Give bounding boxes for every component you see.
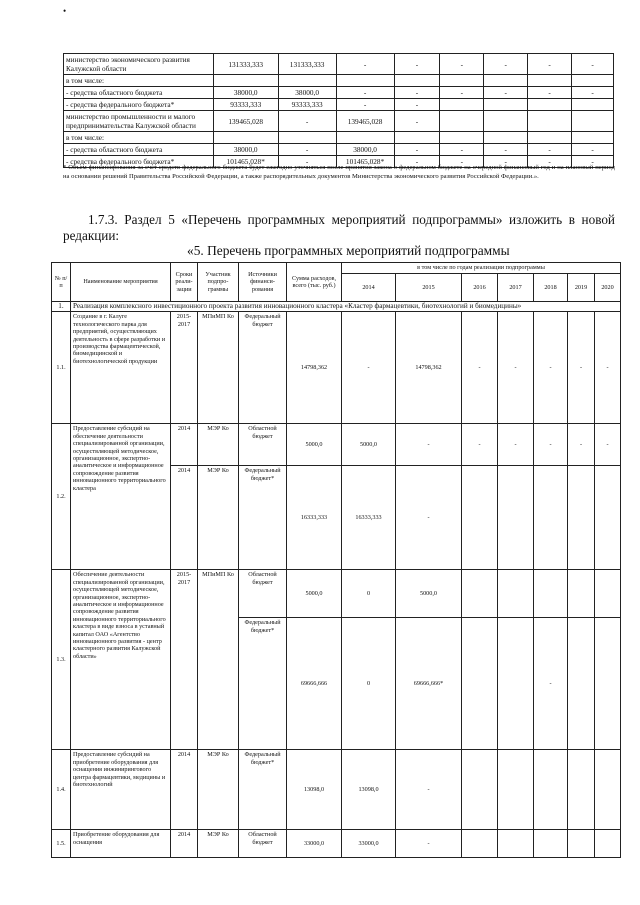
summary-value xyxy=(213,75,278,87)
summary-value: - xyxy=(336,54,394,75)
summary-value: - xyxy=(440,87,484,99)
row-name: Предоставление субсидий на приобретение оборудования для оснащения инжинирингового центра фармацевтики, медицины и биотехнологий xyxy=(71,750,171,830)
row-sum: 69666,666 xyxy=(287,618,342,750)
summary-value: - xyxy=(484,87,528,99)
row-year-value xyxy=(595,750,621,830)
summary-value: - xyxy=(440,156,484,168)
summary-value: - xyxy=(394,144,440,156)
summary-value: - xyxy=(394,87,440,99)
row-year-value xyxy=(568,618,595,750)
summary-value: 38000,0 xyxy=(336,144,394,156)
row-sum: 33000,0 xyxy=(287,830,342,858)
row-term: 2014 xyxy=(171,424,198,466)
row-num: 1.2. xyxy=(52,424,71,570)
row-source: Федеральный бюджет xyxy=(239,312,287,424)
row-term: 2014 xyxy=(171,466,198,570)
row-num: 1.4. xyxy=(52,750,71,830)
summary-row xyxy=(64,75,614,87)
row-year-value: 0 xyxy=(342,570,396,618)
row-year-value: - xyxy=(396,466,462,570)
row-year-value: 5000,0 xyxy=(396,570,462,618)
summary-value xyxy=(394,132,440,144)
col-year: 2014 xyxy=(342,274,396,302)
summary-value: 139465,028 xyxy=(336,111,394,132)
row-year-value: - xyxy=(498,312,534,424)
summary-value: - xyxy=(394,54,440,75)
row-term: 2014 xyxy=(171,750,198,830)
summary-value xyxy=(572,132,614,144)
row-year-value xyxy=(498,570,534,618)
row-year-value: - xyxy=(595,424,621,466)
summary-value: - xyxy=(528,156,572,168)
summary-value: - xyxy=(336,99,394,111)
summary-value xyxy=(278,132,336,144)
summary-value xyxy=(528,75,572,87)
section-heading: «5. Перечень программных мероприятий подпрограммы xyxy=(187,243,510,258)
row-year-value: - xyxy=(342,312,396,424)
summary-value xyxy=(484,111,528,132)
summary-value xyxy=(440,111,484,132)
summary-row xyxy=(64,111,614,132)
row-year-value xyxy=(498,750,534,830)
section-num: 1. xyxy=(52,302,71,312)
row-source: Областной бюджет xyxy=(239,830,287,858)
summary-value: 38000,0 xyxy=(213,87,278,99)
summary-label: - средства федерального бюджета* xyxy=(64,156,214,168)
row-year-value xyxy=(595,466,621,570)
summary-value xyxy=(278,75,336,87)
row-participant: МЭР Ко xyxy=(198,466,239,570)
summary-value: - xyxy=(394,111,440,132)
summary-value: 101465,028* xyxy=(336,156,394,168)
summary-value: - xyxy=(440,54,484,75)
row-sum: 16333,333 xyxy=(287,466,342,570)
row-num: 1.3. xyxy=(52,570,71,750)
row-year-value xyxy=(462,830,498,858)
col-year: 2016 xyxy=(462,274,498,302)
summary-value: 93333,333 xyxy=(213,99,278,111)
summary-value: - xyxy=(440,144,484,156)
row-year-value: 5000,0 xyxy=(342,424,396,466)
row-year-value: 69666,666* xyxy=(396,618,462,750)
row-year-value xyxy=(462,570,498,618)
summary-value: 101465,028* xyxy=(213,156,278,168)
col-num: № п/п xyxy=(52,263,71,302)
summary-label: - средства федерального бюджета* xyxy=(64,99,214,111)
row-sum: 5000,0 xyxy=(287,424,342,466)
row-year-value: - xyxy=(568,424,595,466)
summary-value: - xyxy=(336,87,394,99)
col-year: 2017 xyxy=(498,274,534,302)
summary-value: 38000,0 xyxy=(278,87,336,99)
row-year-value xyxy=(534,830,568,858)
footnote: * Объем финансирования за счет средств федерального бюджета будет ежегодно уточняться после принятия закона о федеральном бюджете на очередной финансовый год и на плановый период на основании решений Правительства Российской Федерации, а также распорядительных документов Министерства экономического развития Российской Федерации.». xyxy=(63,164,615,180)
row-year-value: 0 xyxy=(342,618,396,750)
summary-row xyxy=(64,54,614,75)
bullet-marker: • xyxy=(63,6,67,16)
row-year-value: - xyxy=(498,424,534,466)
summary-value: - xyxy=(572,54,614,75)
row-source: Областной бюджет xyxy=(239,424,287,466)
summary-value xyxy=(440,99,484,111)
summary-value xyxy=(440,75,484,87)
row-year-value: - xyxy=(534,618,568,750)
summary-value: - xyxy=(394,99,440,111)
row-year-value xyxy=(534,750,568,830)
row-participant: МПиМП Ко xyxy=(198,570,239,750)
row-year-value xyxy=(568,750,595,830)
row-term: 2015-2017 xyxy=(171,570,198,750)
summary-value: 93333,333 xyxy=(278,99,336,111)
summary-value: 139465,028 xyxy=(213,111,278,132)
summary-label: в том числе: xyxy=(64,75,214,87)
col-year: 2020 xyxy=(595,274,621,302)
row-participant: МЭР Ко xyxy=(198,424,239,466)
summary-value: - xyxy=(484,144,528,156)
col-name: Наименование мероприятия xyxy=(71,263,171,302)
summary-value xyxy=(484,132,528,144)
summary-value xyxy=(213,132,278,144)
col-year: 2015 xyxy=(396,274,462,302)
summary-value: - xyxy=(572,87,614,99)
summary-value: 131333,333 xyxy=(213,54,278,75)
summary-value: - xyxy=(484,156,528,168)
summary-label: - средства областного бюджета xyxy=(64,87,214,99)
row-year-value xyxy=(534,466,568,570)
row-source: Федеральный бюджет* xyxy=(239,750,287,830)
row-year-value xyxy=(462,750,498,830)
summary-value: - xyxy=(278,144,336,156)
row-year-value: 14798,362 xyxy=(396,312,462,424)
row-year-value: 13098,0 xyxy=(342,750,396,830)
summary-value: - xyxy=(528,54,572,75)
row-year-value: - xyxy=(568,312,595,424)
program-measures-table xyxy=(51,262,621,858)
row-year-value: 16333,333 xyxy=(342,466,396,570)
row-year-value xyxy=(534,570,568,618)
row-year-value xyxy=(568,570,595,618)
summary-value: - xyxy=(394,156,440,168)
row-name: Обеспечение деятельности специализированной организации, осуществляющей методическое, организационное, экспертно-аналитическое и информационное сопровождение развития инновационного территориального кластера в виде взноса в уставный капитал ОАО «Агентство инновационного развития - центр кластерного развития Калужской области» xyxy=(71,570,171,750)
row-year-value xyxy=(568,830,595,858)
amendment-paragraph: 1.7.3. Раздел 5 «Перечень программных мероприятий подпрограммы» изложить в новой редакции: xyxy=(63,212,615,243)
row-year-value xyxy=(595,618,621,750)
summary-value xyxy=(394,75,440,87)
summary-label: в том числе: xyxy=(64,132,214,144)
summary-value: - xyxy=(528,87,572,99)
summary-value: 131333,333 xyxy=(278,54,336,75)
row-year-value: - xyxy=(396,750,462,830)
row-name: Создание в г. Калуге технологического парка для предприятий, осуществляющих деятельность в сфере разработки и производства фармацевтической, биомедицинской и биотехнологической продукции xyxy=(71,312,171,424)
summary-value: - xyxy=(484,54,528,75)
summary-value: 38000,0 xyxy=(213,144,278,156)
row-year-value xyxy=(498,830,534,858)
col-term: Сроки реали-зации xyxy=(171,263,198,302)
summary-value xyxy=(572,99,614,111)
summary-value xyxy=(484,99,528,111)
summary-row xyxy=(64,144,614,156)
row-year-value xyxy=(595,830,621,858)
row-term: 2015-2017 xyxy=(171,312,198,424)
summary-value xyxy=(572,111,614,132)
col-by-year: в том числе по годам реализации подпрограммы xyxy=(342,263,621,274)
row-year-value: - xyxy=(396,830,462,858)
row-year-value xyxy=(462,618,498,750)
row-sum: 5000,0 xyxy=(287,570,342,618)
row-year-value: - xyxy=(595,312,621,424)
row-year-value: - xyxy=(462,312,498,424)
row-year-value: - xyxy=(462,424,498,466)
summary-value: - xyxy=(278,111,336,132)
row-num: 1.5. xyxy=(52,830,71,858)
col-year: 2018 xyxy=(534,274,568,302)
section-title: Реализация комплексного инвестиционного проекта развития инновационного кластера «Кластер фармацевтики, биотехнологий и биомедицины» xyxy=(71,302,621,312)
summary-value xyxy=(336,75,394,87)
row-source: Федеральный бюджет* xyxy=(239,466,287,570)
summary-value: - xyxy=(528,144,572,156)
row-participant: МЭР Ко xyxy=(198,750,239,830)
summary-value xyxy=(572,75,614,87)
summary-value: - xyxy=(572,144,614,156)
col-source: Источники финанси-рования xyxy=(239,263,287,302)
summary-value: - xyxy=(572,156,614,168)
row-name: Предоставление субсидий на обеспечение деятельности специализированной организации, осуществляющей методическое, организационное, экспертно-аналитическое и информационное сопровождение развития инновационного территориального кластера xyxy=(71,424,171,570)
summary-value xyxy=(336,132,394,144)
row-year-value: 33000,0 xyxy=(342,830,396,858)
col-sum: Сумма расходов, всего (тыс. руб.) xyxy=(287,263,342,302)
row-year-value xyxy=(498,466,534,570)
row-year-value xyxy=(498,618,534,750)
summary-value xyxy=(528,99,572,111)
summary-label: - средства областного бюджета xyxy=(64,144,214,156)
col-year: 2019 xyxy=(568,274,595,302)
row-source: Федеральный бюджет* xyxy=(239,618,287,750)
summary-row xyxy=(64,132,614,144)
row-name: Приобретение оборудования для оснащения xyxy=(71,830,171,858)
row-term: 2014 xyxy=(171,830,198,858)
row-year-value xyxy=(568,466,595,570)
summary-value: - xyxy=(278,156,336,168)
summary-label: министерство промышленности и малого предпринимательства Калужской области xyxy=(64,111,214,132)
summary-label: министерство экономического развития Калужской области xyxy=(64,54,214,75)
row-year-value xyxy=(462,466,498,570)
row-participant: МЭР Ко xyxy=(198,830,239,858)
summary-value xyxy=(484,75,528,87)
col-participant: Участник подпро-граммы xyxy=(198,263,239,302)
summary-value xyxy=(528,111,572,132)
row-participant: МПиМП Ко xyxy=(198,312,239,424)
summary-value xyxy=(440,132,484,144)
row-sum: 14798,362 xyxy=(287,312,342,424)
row-year-value: - xyxy=(396,424,462,466)
summary-value xyxy=(528,132,572,144)
row-sum: 13098,0 xyxy=(287,750,342,830)
summary-row xyxy=(64,87,614,99)
row-num: 1.1. xyxy=(52,312,71,424)
row-source: Областной бюджет xyxy=(239,570,287,618)
row-year-value: - xyxy=(534,312,568,424)
row-year-value: - xyxy=(534,424,568,466)
funding-summary-table xyxy=(63,53,614,168)
summary-row xyxy=(64,99,614,111)
row-year-value xyxy=(595,570,621,618)
